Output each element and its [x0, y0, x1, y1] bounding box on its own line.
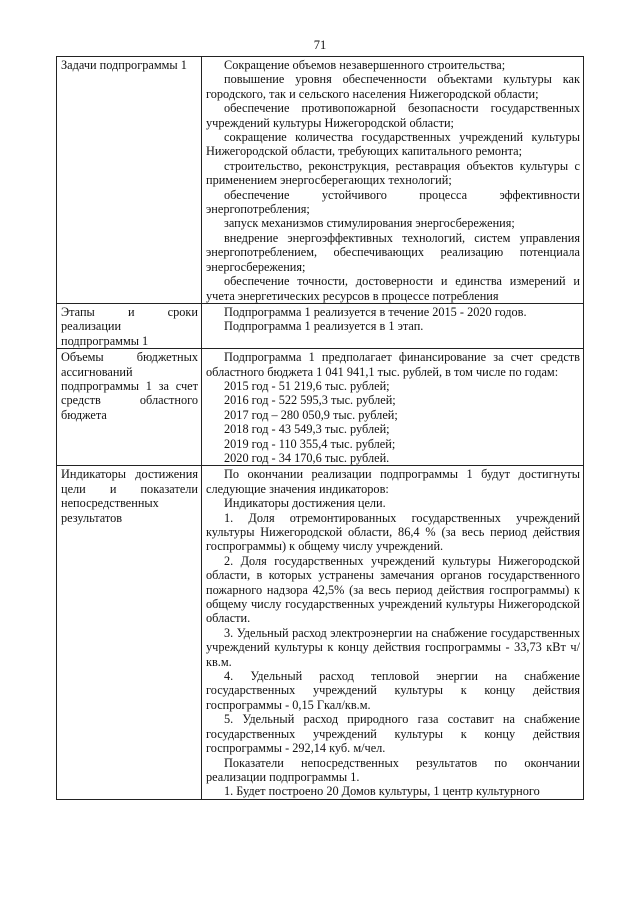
task-item: повышение уровня обеспеченности объектами культуры как городского, так и сельского населения Нижегородской области;: [206, 72, 580, 101]
task-item: запуск механизмов стимулирования энергосбережения;: [224, 216, 515, 231]
page-number: 71: [313, 38, 327, 52]
subprogram-passport-table: [56, 56, 584, 800]
label-line: Этапы и сроки: [61, 304, 198, 319]
indicator-text: Показатели непосредственных результатов по окончании реализации подпрограммы 1.: [206, 755, 580, 784]
task-item: обеспечение устойчивого процесса эффективности энергопотребления;: [206, 187, 580, 217]
indicator-text: 1. Будет построено 20 Домов культуры, 1 центр культурного: [224, 784, 540, 799]
table-row-tasks: [57, 57, 584, 304]
table-row-budget: [57, 349, 584, 466]
stage-text: Подпрограмма 1 реализуется в 1 этап.: [224, 319, 424, 334]
label-line: результатов: [61, 510, 123, 525]
row-content-tasks: [202, 57, 584, 304]
label-line: цели и показатели: [61, 481, 198, 496]
row-label-indicators: [57, 466, 202, 799]
label-line: реализации: [61, 319, 122, 334]
label-line: средств областного: [61, 393, 198, 408]
indicator-text: 2. Доля государственных учреждений культуры Нижегородской области, в которых устранены замечания органов государственного пожарного надзора 42,5% (за весь период действия госпрограммы) к общему числу государственных учреждений культуры Нижегородской области.: [206, 553, 580, 626]
task-item: обеспечение противопожарной безопасности государственных учреждений культуры Нижегородской области;: [206, 101, 580, 130]
row-label-budget: [57, 349, 202, 466]
indicator-text: 5. Удельный расход природного газа составит на снабжение государственных учреждений культуры к концу действия госпрограммы - 292,14 куб. м/чел.: [206, 712, 580, 756]
budget-year: 2019 год - 110 355,4 тыс. рублей;: [224, 436, 396, 451]
task-item: строительство, реконструкция, реставрация объектов культуры с применением энергосберегающих технологий;: [206, 158, 580, 188]
row-label-tasks: [57, 57, 202, 304]
budget-year: 2016 год - 522 595,3 тыс. рублей;: [224, 393, 396, 408]
indicator-text: По окончании реализации подпрограммы 1 будут достигнуты следующие значения индикаторов:: [206, 467, 580, 496]
indicator-text: 4. Удельный расход тепловой энергии на снабжение государственных учреждений культуры к концу действия госпрограммы - 0,15 Гкал/кв.м.: [206, 669, 580, 712]
label-line: Задачи подпрограммы 1: [61, 58, 187, 72]
label-line: подпрограммы 1: [61, 333, 149, 348]
task-item: обеспечение точности, достоверности и единства измерений и учета энергетических ресурсов в процессе потребления: [206, 274, 580, 303]
label-line: Объемы бюджетных: [61, 350, 198, 365]
budget-text: Подпрограмма 1 предполагает финансирование за счет средств областного бюджета 1 041 941,1 тыс. рублей, в том числе по годам:: [206, 350, 580, 379]
budget-year: 2018 год - 43 549,3 тыс. рублей;: [224, 422, 390, 437]
label-line: Индикаторы достижения: [61, 467, 198, 482]
label-line: непосредственных: [61, 496, 159, 511]
indicator-text: 3. Удельный расход электроэнергии на снабжение государственных учреждений культуры к концу действия госпрограммы - 33,73 кВт ч/кв.м.: [206, 625, 580, 669]
indicator-text: 1. Доля отремонтированных государственных учреждений культуры Нижегородской области, 86,4 % (за весь период действия госпрограммы) к общему числу учреждений.: [206, 510, 580, 554]
row-content-budget: [202, 349, 584, 466]
task-item: внедрение энергоэффективных технологий, систем управления энергопотреблением, обеспечивающих реализацию потенциала энергосбережения;: [206, 230, 580, 274]
label-line: подпрограммы 1 за счет: [61, 378, 198, 393]
row-content-stages: [202, 303, 584, 348]
budget-year: 2017 год – 280 050,9 тыс. рублей;: [224, 407, 398, 422]
row-label-stages: [57, 303, 202, 348]
indicator-text: Индикаторы достижения цели.: [224, 496, 386, 511]
stage-text: Подпрограмма 1 реализуется в течение 2015 - 2020 годов.: [224, 304, 527, 319]
task-item: сокращение количества государственных учреждений культуры Нижегородской области, требующих капитального ремонта;: [206, 130, 580, 159]
budget-year: 2015 год - 51 219,6 тыс. рублей;: [224, 378, 390, 393]
task-item: Сокращение объемов незавершенного строительства;: [224, 58, 506, 72]
budget-year: 2020 год - 34 170,6 тыс. рублей.: [224, 450, 390, 465]
table-row-stages: [57, 303, 584, 348]
label-line: ассигнований: [61, 364, 133, 379]
row-content-indicators: [202, 466, 584, 799]
table-row-indicators: [57, 466, 584, 799]
label-line: бюджета: [61, 407, 107, 422]
